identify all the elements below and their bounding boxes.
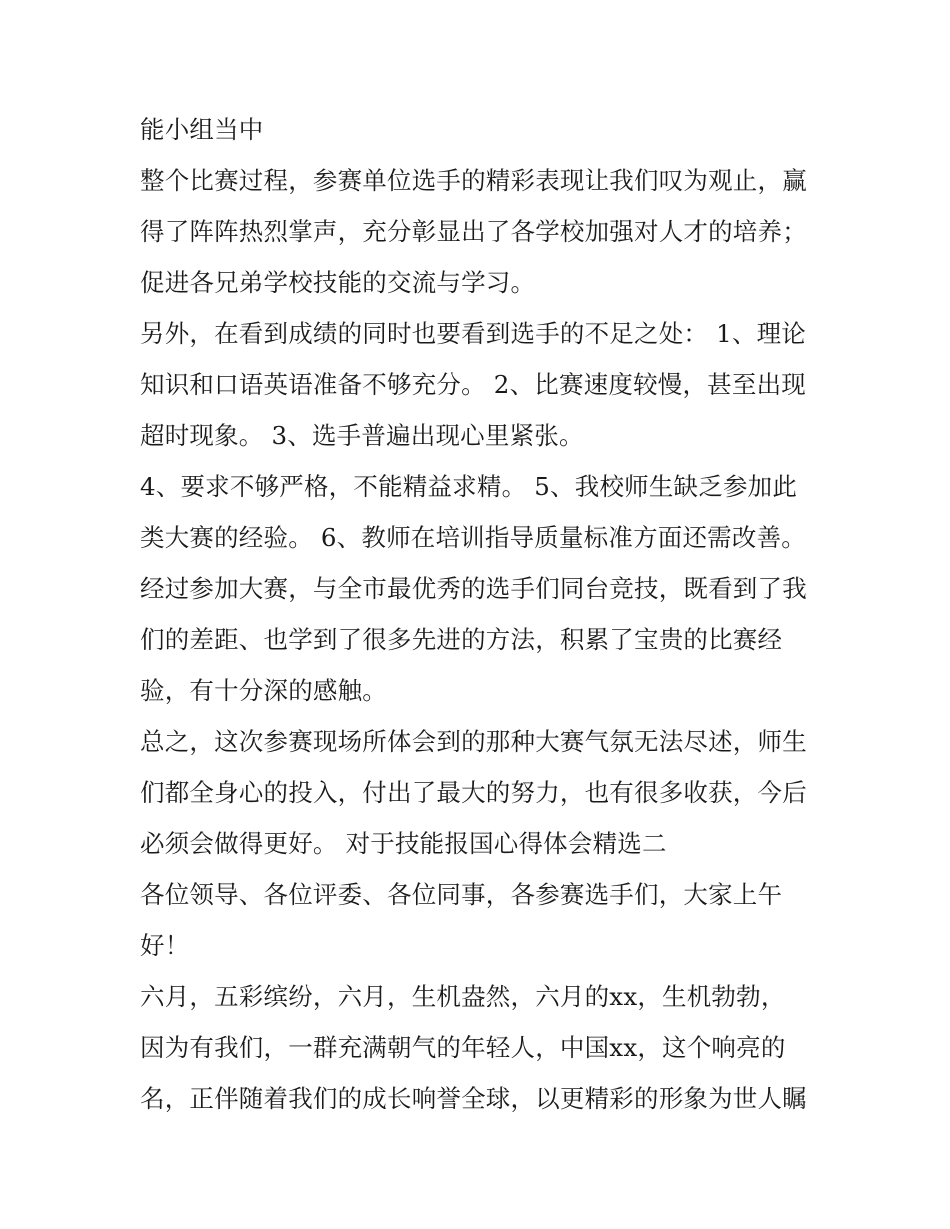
text-line-9: 类大赛的经验。 6、教师在培训指导质量标准方面还需改善。 xyxy=(140,523,806,552)
text-line-7: 超时现象。 3、选手普遍出现心里紧张。 xyxy=(140,421,584,450)
text-line-2: 整个比赛过程，参赛单位选手的精彩表现让我们叹为观止，赢 xyxy=(140,166,807,195)
text-line-3: 得了阵阵热烈掌声，充分彰显出了各学校加强对人才的培养； xyxy=(140,217,807,246)
text-line-12: 验，有十分深的感触。 xyxy=(140,676,387,705)
text-line-14: 们都全身心的投入，付出了最大的努力，也有很多收获，今后 xyxy=(140,778,807,807)
text-line-8: 4、要求不够严格，不能精益求精。 5、我校师生缺乏参加此 xyxy=(140,472,798,501)
text-line-5: 另外，在看到成绩的同时也要看到选手的不足之处： 1、理论 xyxy=(140,319,806,348)
text-line-6: 知识和口语英语准备不够充分。 2、比赛速度较慢，甚至出现 xyxy=(140,370,806,399)
text-line-18: 六月，五彩缤纷，六月，生机盎然，六月的xx，生机勃勃， xyxy=(140,982,786,1011)
text-line-13: 总之，这次参赛现场所体会到的那种大赛气氛无法尽述，师生 xyxy=(140,727,807,756)
text-line-4: 促进各兄弟学校技能的交流与学习。 xyxy=(140,268,536,297)
text-line-10: 经过参加大赛，与全市最优秀的选手们同台竞技，既看到了我 xyxy=(140,574,807,603)
text-line-17: 好！ xyxy=(140,931,190,960)
text-line-15: 必须会做得更好。 对于技能报国心得体会精选二 xyxy=(140,829,667,858)
text-line-20: 名，正伴随着我们的成长响誉全球，以更精彩的形象为世人瞩 xyxy=(140,1084,807,1113)
text-line-19: 因为有我们，一群充满朝气的年轻人，中国xx，这个响亮的 xyxy=(140,1033,786,1062)
text-line-1: 能小组当中 xyxy=(140,115,264,144)
text-line-11: 们的差距、也学到了很多先进的方法，积累了宝贵的比赛经 xyxy=(140,625,783,654)
text-line-16: 各位领导、各位评委、各位同事，各参赛选手们，大家上午 xyxy=(140,880,783,909)
